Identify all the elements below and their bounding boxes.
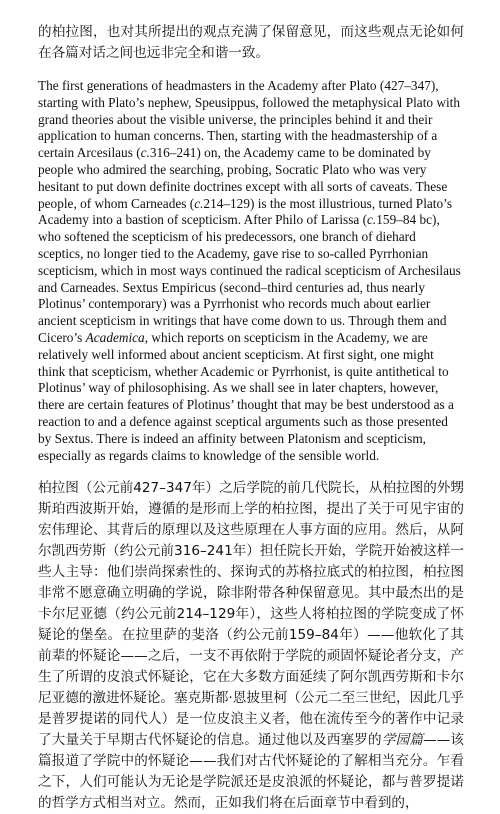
circa-abbreviation-2: c. <box>194 195 204 211</box>
english-text-part-1: The first generations of headmasters in the Academy after Plato (427–347), starting with Plato’s nephew, Speusippus, followed the metaphysical Plato with grand theories about the visible universe, the principles behind it and their application to human concerns. Then, starting with the headmastership of a certain Arcesilaus ( <box>38 78 461 161</box>
chinese-text-part-1: 柏拉图（公元前427–347年）之后学院的前几代院长，从柏拉图的外甥斯珀西波斯开始，遵循的是形而上学的柏拉图，提出了关于可见宇宙的宏伟理论、其背后的原理以及这些原理在人事方面的应用。然后，从阿尔凯西劳斯（约公元前316–241年）担任院长开始，学院开始被这样一些人主导：他们崇尚探索性的、探询式的苏格拉底式的柏拉图，柏拉图非常不愿意确立明确的学说，除非附带各种保留意见。其中最杰出的是卡尔尼亚德（约公元前214–129年），这些人将柏拉图的学院变成了怀疑论的堡垒。在拉里萨的斐洛（约公元前159–84年）——他软化了其前辈的怀疑论——之后，一支不再依附于学院的顽固怀疑论者分支，产生了所谓的皮浪式怀疑论，它在大多数方面延续了阿尔凯西劳斯和卡尔尼亚德的激进怀疑论。塞克斯都·恩披里柯（公元二至三世纪，因此几乎是普罗提诺的同代人）是一位皮浪主义者，他在流传至今的著作中记录了大量关于早期古代怀疑论的信息。通过他以及西塞罗的 <box>38 480 464 749</box>
chinese-text-part-2: ——该篇报道了学院中的怀疑论——我们对古代怀疑论的了解相当充分。乍看之下，人们可能认为无论是学院派还是皮浪派的怀疑论，都与普罗提诺的哲学方式相当对立。然而，正如我们将在后面章节中看到的， <box>38 732 465 812</box>
english-text-part-5: , which reports on scepticism in the Academy, we are relatively well informed about ancient scepticism. At first sight, one might think that scepticism, whether Academic or Pyrrhonist, is quite antithetical to Plotinus’ way of philosophising. As we shall see in later chapters, however, there are certain features of Plotinus’ thought that may be best understood as a reaction to and a defence against sceptical arguments such as those presented by Sextus. There is indeed an affinity between Platonism and scepticism, especially as regards claims to knowledge of the sensible world. <box>38 329 454 463</box>
english-text-part-3: 214–129) is the most illustrious, turned Plato’s Academy into a bastion of scepticism. After Philo of Larissa ( <box>38 195 452 228</box>
circa-abbreviation-1: c. <box>140 145 150 161</box>
english-text-part-2: 316–241) on, the Academy came to be dominated by people who admired the searching, probing, Socratic Plato who was very hesitant to put down definite doctrines except with all sorts of caveats. These people, of whom Carneades ( <box>38 145 448 211</box>
chinese-intro-paragraph: 的柏拉图，也对其所提出的观点充满了保留意见，而这些观点无论如何在各篇对话之间也远非完全和谐一致。 <box>38 24 464 61</box>
academica-title-chinese: 学园篇 <box>381 732 424 749</box>
academica-title: Academica <box>85 329 145 345</box>
english-text-part-4: 159–84 bc), who softened the scepticism of his predecessors, one branch of diehard sceptics, no longer tied to the Academy, gave rise to so-called Pyrrhonian scepticism, which in most ways continued the radical scepticism of Archesilaus and Carneades. Sextus Empiricus (second–third centuries ad, thus nearly Plotinus’ contemporary) was a Pyrrhonist who records much about earlier ancient scepticism in writings that have come down to us. Through them and Cicero’s <box>38 212 461 345</box>
chinese-translation-paragraph <box>38 478 464 814</box>
english-paragraph <box>38 78 464 464</box>
circa-abbreviation-3: c. <box>367 212 377 228</box>
